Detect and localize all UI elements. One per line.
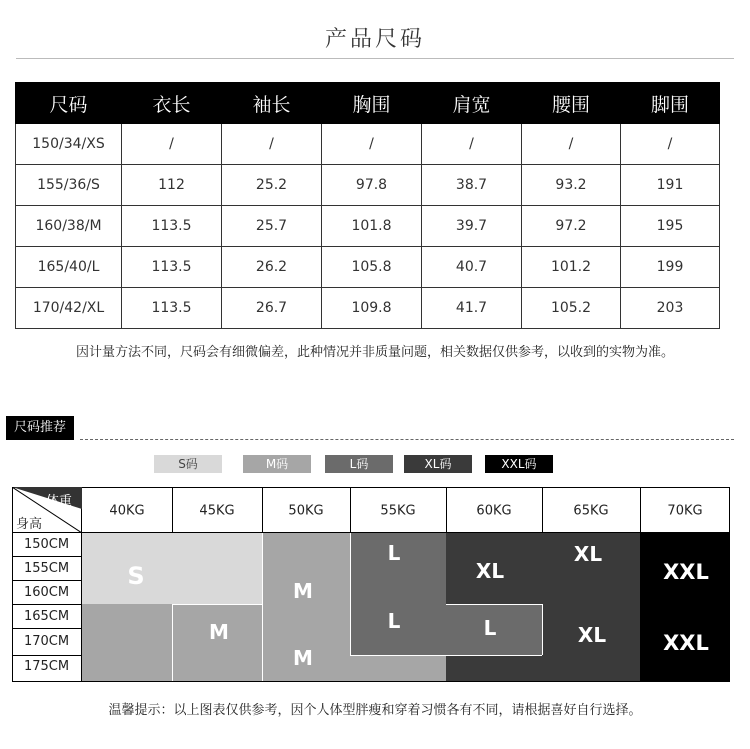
height-label: 170CM bbox=[23, 634, 70, 649]
height-label: 155CM bbox=[23, 561, 70, 576]
row-rule bbox=[12, 556, 82, 557]
region-label-m: M bbox=[209, 620, 229, 644]
table-cell: 113.5 bbox=[122, 247, 222, 288]
table-cell: / bbox=[322, 124, 422, 165]
region-label-l: L bbox=[387, 609, 401, 633]
header-cell: 脚围 bbox=[621, 83, 720, 124]
table-cell: 150/34/XS bbox=[16, 124, 122, 165]
row-rule bbox=[12, 580, 82, 581]
table-cell: 113.5 bbox=[122, 206, 222, 247]
header-cell: 肩宽 bbox=[422, 83, 522, 124]
weight-header: 50KG bbox=[288, 503, 324, 519]
tip-note: 温馨提示：以上图表仅供参考，因个人体型胖瘦和穿着习惯各有不同，请根据喜好自行选择。 bbox=[108, 703, 642, 718]
table-cell: 97.2 bbox=[522, 206, 621, 247]
row-rule bbox=[12, 604, 82, 605]
region-label-xxl: XXL bbox=[663, 631, 709, 655]
region-label-xl: XL bbox=[475, 559, 505, 583]
corner-weight-label: 体重 bbox=[46, 494, 73, 509]
size-table-header bbox=[16, 83, 720, 124]
size-table bbox=[15, 82, 720, 329]
legend-xl: XL码 bbox=[404, 455, 472, 473]
table-cell: 101.8 bbox=[322, 206, 422, 247]
col-rule bbox=[446, 487, 447, 533]
measurement-note: 因计量方法不同，尺码会有细微偏差，此种情况并非质量问题，相关数据仅供参考，以收到的实物为准。 bbox=[75, 345, 674, 360]
title-divider bbox=[16, 58, 734, 59]
legend-l: L码 bbox=[325, 455, 393, 473]
table-cell: / bbox=[222, 124, 322, 165]
weight-header: 70KG bbox=[667, 503, 703, 519]
table-cell: 25.7 bbox=[222, 206, 322, 247]
region-label-m: M bbox=[293, 646, 313, 670]
table-cell: / bbox=[621, 124, 720, 165]
header-cell: 尺码 bbox=[16, 83, 122, 124]
table-cell: / bbox=[422, 124, 522, 165]
table-cell: 105.8 bbox=[322, 247, 422, 288]
col-rule bbox=[262, 487, 263, 533]
table-cell: 155/36/S bbox=[16, 165, 122, 206]
col-rule bbox=[542, 487, 543, 533]
legend-m: M码 bbox=[243, 455, 311, 473]
table-cell: 40.7 bbox=[422, 247, 522, 288]
table-cell: 93.2 bbox=[522, 165, 621, 206]
table-cell: / bbox=[522, 124, 621, 165]
table-cell: 26.7 bbox=[222, 288, 322, 329]
region-label-l: L bbox=[387, 541, 401, 565]
legend-xxl: XXL码 bbox=[485, 455, 553, 473]
col-rule bbox=[640, 487, 641, 533]
table-cell: 191 bbox=[621, 165, 720, 206]
header-rule bbox=[12, 532, 730, 533]
page-title: 产品尺码 bbox=[324, 27, 425, 52]
table-cell: 38.7 bbox=[422, 165, 522, 206]
recommend-divider bbox=[80, 439, 734, 440]
table-cell: 195 bbox=[621, 206, 720, 247]
table-cell: 170/42/XL bbox=[16, 288, 122, 329]
height-label: 175CM bbox=[23, 659, 70, 674]
region-label-xl: XL bbox=[573, 542, 603, 566]
table-cell: 101.2 bbox=[522, 247, 621, 288]
table-row bbox=[16, 288, 720, 329]
row-rule bbox=[12, 655, 82, 656]
weight-header: 45KG bbox=[199, 503, 235, 519]
col-rule bbox=[172, 487, 173, 533]
region-label-m: M bbox=[293, 579, 313, 603]
table-cell: 97.8 bbox=[322, 165, 422, 206]
recommend-title: 尺码推荐 bbox=[6, 416, 74, 440]
region-label-l: L bbox=[483, 616, 497, 640]
weight-header: 65KG bbox=[573, 503, 609, 519]
table-row bbox=[16, 247, 720, 288]
table-cell: 165/40/L bbox=[16, 247, 122, 288]
header-cell: 胸围 bbox=[322, 83, 422, 124]
legend-s: S码 bbox=[154, 455, 222, 473]
table-row bbox=[16, 124, 720, 165]
header-cell: 衣长 bbox=[122, 83, 222, 124]
table-cell: / bbox=[122, 124, 222, 165]
table-cell: 112 bbox=[122, 165, 222, 206]
table-cell: 203 bbox=[621, 288, 720, 329]
table-row bbox=[16, 206, 720, 247]
height-label: 150CM bbox=[23, 537, 70, 552]
table-cell: 26.2 bbox=[222, 247, 322, 288]
weight-header: 60KG bbox=[476, 503, 512, 519]
col-rule bbox=[350, 487, 351, 533]
table-cell: 105.2 bbox=[522, 288, 621, 329]
region-label-xxl: XXL bbox=[663, 560, 709, 584]
region-label-xl: XL bbox=[577, 623, 607, 647]
table-cell: 109.8 bbox=[322, 288, 422, 329]
table-cell: 25.2 bbox=[222, 165, 322, 206]
table-cell: 199 bbox=[621, 247, 720, 288]
weight-header: 40KG bbox=[109, 503, 145, 519]
header-cell: 腰围 bbox=[522, 83, 621, 124]
height-label: 160CM bbox=[23, 585, 70, 600]
row-rule bbox=[12, 628, 82, 629]
corner-height-label: 身高 bbox=[16, 517, 43, 532]
table-cell: 160/38/M bbox=[16, 206, 122, 247]
table-row bbox=[16, 165, 720, 206]
size-recommend-chart bbox=[12, 487, 730, 682]
weight-header: 55KG bbox=[380, 503, 416, 519]
region-label-s: S bbox=[127, 562, 145, 590]
height-label: 165CM bbox=[23, 609, 70, 624]
header-cell: 袖长 bbox=[222, 83, 322, 124]
table-cell: 39.7 bbox=[422, 206, 522, 247]
table-cell: 41.7 bbox=[422, 288, 522, 329]
table-cell: 113.5 bbox=[122, 288, 222, 329]
